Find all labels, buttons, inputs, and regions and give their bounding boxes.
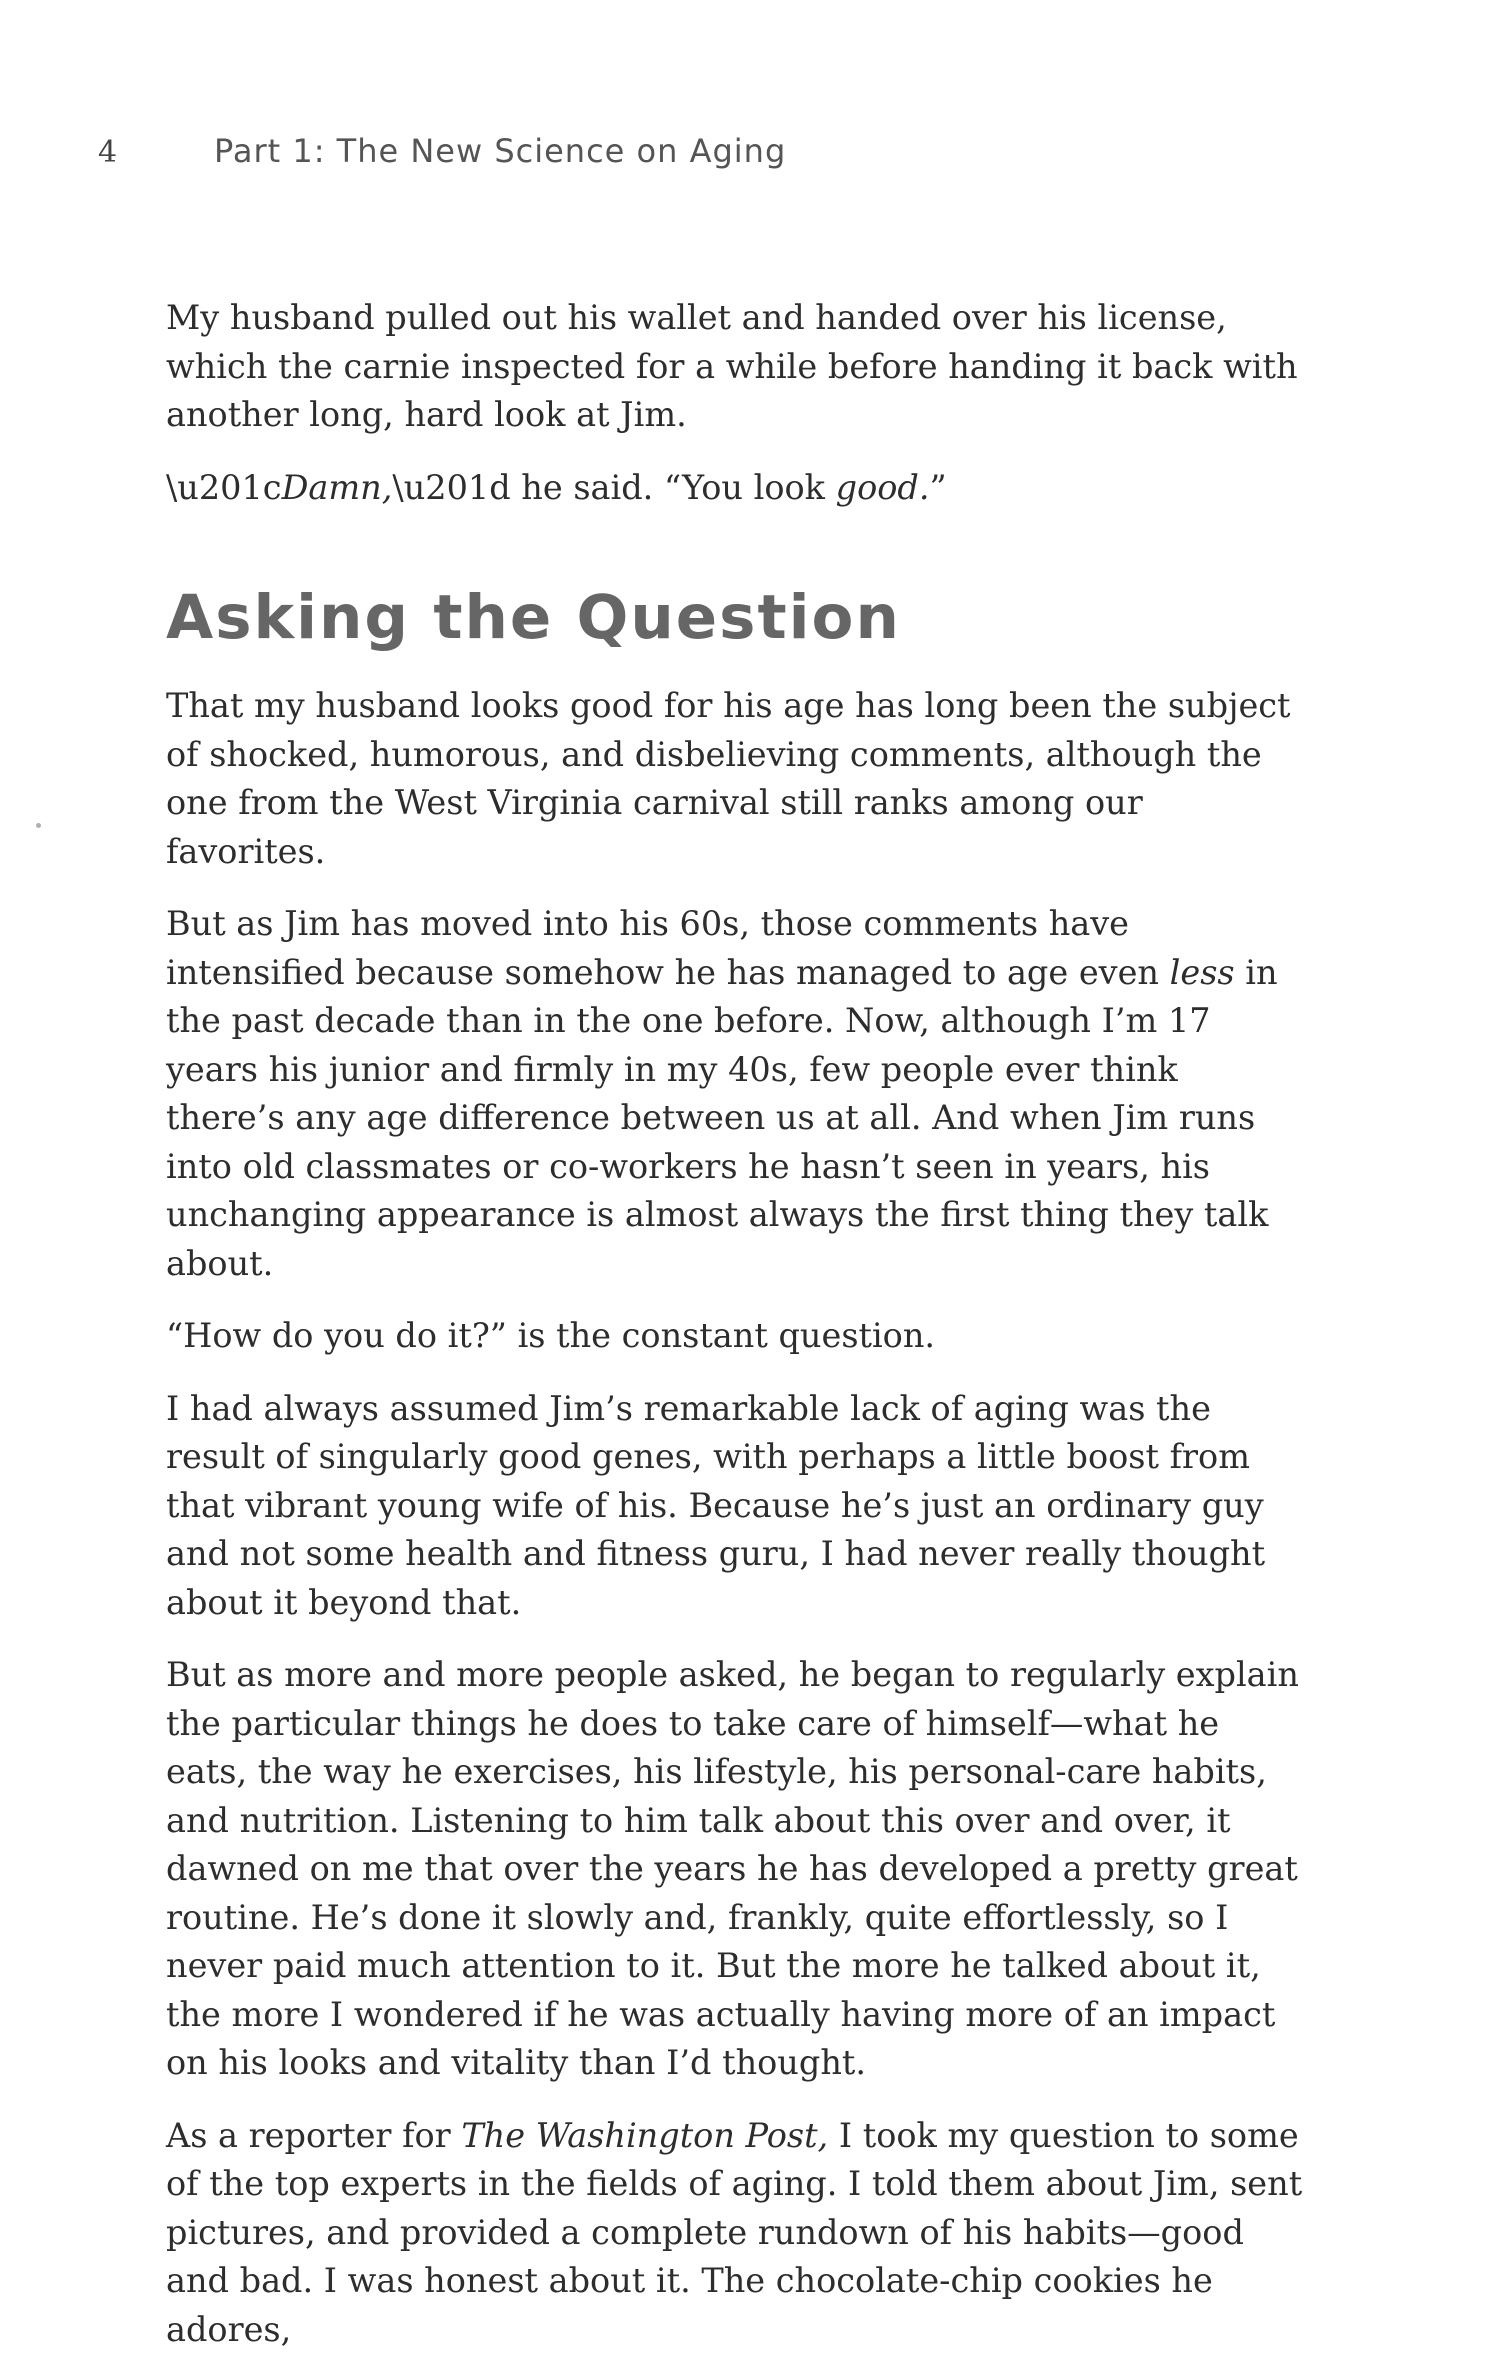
paragraph: That my husband looks good for his age has long been the subject of shocked, humorous, and disbelieving comments, although the one from the West Virginia carnival still ranks among our favorites. [166, 686, 1291, 871]
page-number: 4 [98, 135, 118, 170]
text-run: in the past decade than in the one before. Now, although I’m 17 years his junior and firmly in my 40s, few people ever think there’s any age difference between us at all. And when Jim runs into old classmates or co-workers he hasn’t seen in years, his unchanging appearance is almost always the first thing they talk about. [166, 952, 1278, 1283]
text-run: But as Jim has moved into his 60s, those comments have intensified because somehow he has managed to age even [166, 904, 1170, 992]
paragraph: I had always assumed Jim’s remarkable lack of aging was the result of singularly good genes, with perhaps a little boost from that vibrant young wife of his. Because he’s just an ordinary guy and not some health and fitness guru, I had never really thought about it beyond that. [166, 1388, 1266, 1622]
paragraph: “How do you do it?” is the constant question. [166, 1316, 936, 1355]
text-run: I took my question to some of the top experts in the fields of aging. I told them about Jim, sent pictures, and provided a complete rundown of his habits—good and bad. I was honest about it. The chocolate-chip cookies he adores, [166, 2115, 1303, 2349]
paragraph: My husband pulled out his wallet and handed over his license, which the carnie inspected for a while before handing it back with another long, hard look at Jim. [166, 298, 1298, 434]
text-run: ” [929, 467, 947, 507]
paragraph [166, 2112, 1306, 2355]
emphasis: less [1169, 952, 1235, 992]
running-head: Part 1: The New Science on Aging [214, 132, 787, 170]
scan-speck [36, 823, 41, 828]
paragraph [166, 900, 1306, 1288]
text-run: As a reporter for [166, 2115, 462, 2155]
section-heading: Asking the Question [166, 582, 901, 653]
text-run: he said. “You look [510, 467, 836, 507]
emphasis: Damn, [281, 467, 393, 507]
section-body [166, 682, 1306, 2378]
paragraph: But as more and more people asked, he began to regularly explain the particular things he does to take care of himself—what he eats, the way he exercises, his lifestyle, his personal-care habits, and nutrition. Listening to him talk about this over and over, it dawned on me that over the years he has developed a pretty great routine. He’s done it slowly and, frankly, quite effortlessly, so I never paid much attention to it. But the more he talked about it, the more I wondered if he was actually having more of an impact on his looks and vitality than I’d thought. [166, 1655, 1299, 2082]
emphasis: good. [835, 467, 930, 507]
emphasis: The Washington Post, [461, 2115, 829, 2155]
paragraph: \u201cDamn,\u201d he said. “You look good.” [166, 467, 947, 507]
intro-text [166, 294, 1306, 536]
